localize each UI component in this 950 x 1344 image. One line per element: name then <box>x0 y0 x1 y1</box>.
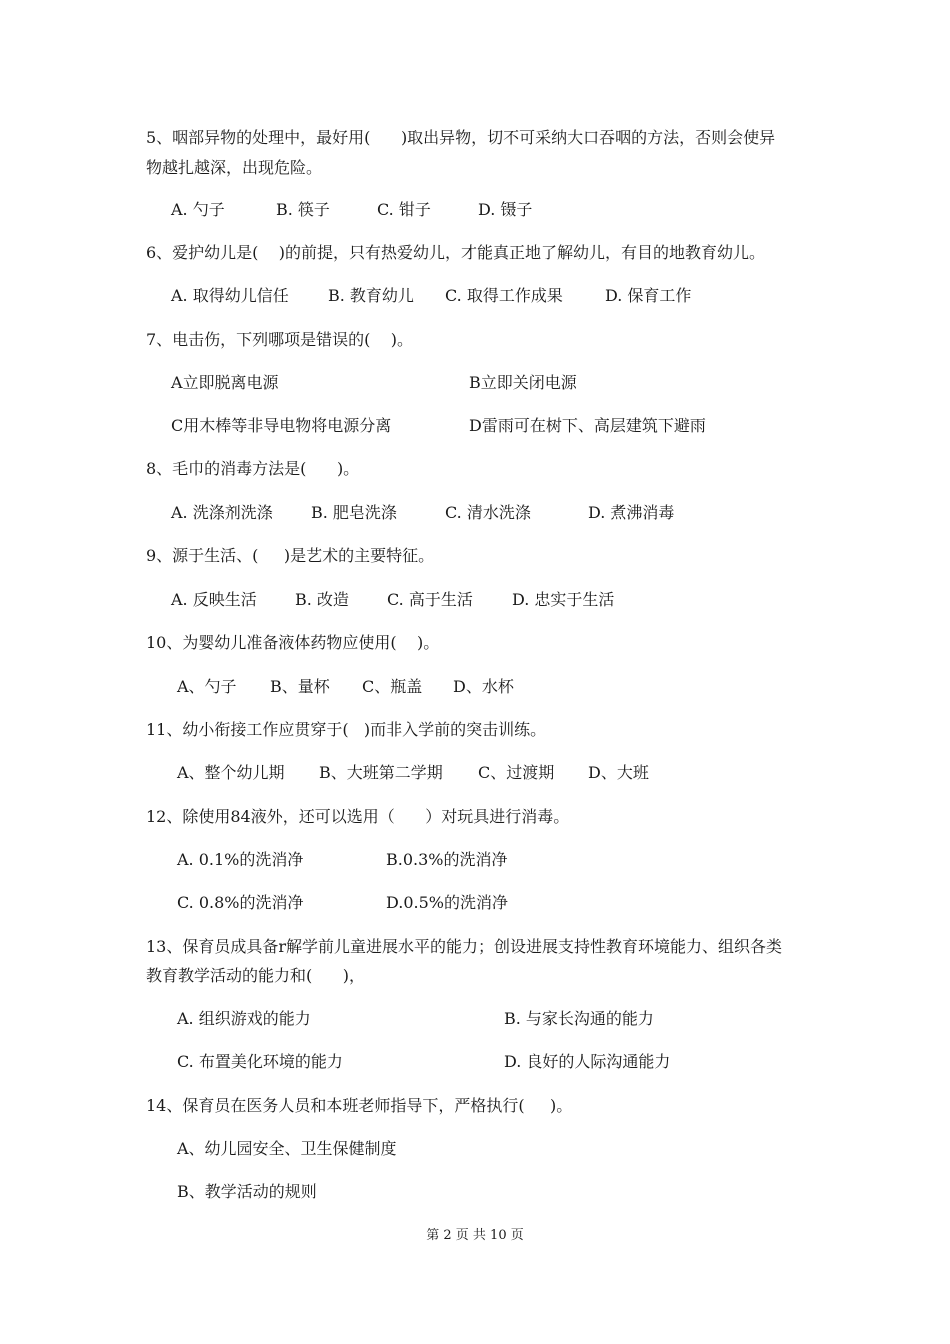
question-12-option-b: B.0.3%的洗消净 <box>386 850 508 869</box>
question-13-option-b: B. 与家长沟通的能力 <box>504 1009 654 1028</box>
question-12-stem: 12、除使用84液外，还可以选用（ ）对玩具进行消毒。 <box>146 807 570 826</box>
question-8-option-a: A. 洗涤剂洗涤 <box>171 503 273 522</box>
question-6-option-a: A. 取得幼儿信任 <box>171 286 289 305</box>
question-5-option-c: C. 钳子 <box>377 200 431 219</box>
question-7-option-c: C用木棒等非导电物将电源分离 <box>171 416 392 435</box>
question-9-stem: 9、源于生活、( )是艺术的主要特征。 <box>146 546 435 565</box>
question-13-option-c: C. 布置美化环境的能力 <box>177 1052 343 1071</box>
question-6-option-c: C. 取得工作成果 <box>445 286 563 305</box>
question-9-option-b: B. 改造 <box>295 590 349 609</box>
question-13-stem-line-1: 13、保育员成具备r解学前儿童进展水平的能力；创设进展支持性教育环境能力、组织各类 <box>146 937 783 956</box>
question-13-option-a: A. 组织游戏的能力 <box>177 1009 311 1028</box>
question-7-option-d: D雷雨可在树下、高层建筑下避雨 <box>469 416 706 435</box>
question-12-option-d: D.0.5%的洗消净 <box>386 893 508 912</box>
question-6-stem: 6、爱护幼儿是( )的前提，只有热爱幼儿，才能真正地了解幼儿，有目的地教育幼儿。 <box>146 243 766 262</box>
question-9-option-a: A. 反映生活 <box>171 590 257 609</box>
question-6-option-d: D. 保育工作 <box>605 286 692 305</box>
question-8-option-d: D. 煮沸消毒 <box>588 503 675 522</box>
question-9-option-c: C. 高于生活 <box>387 590 473 609</box>
question-6-option-b: B. 教育幼儿 <box>328 286 414 305</box>
question-11-option-b: B、大班第二学期 <box>319 763 443 782</box>
question-10-stem: 10、为婴幼儿准备液体药物应使用( )。 <box>146 633 440 652</box>
question-11-option-a: A、整个幼儿期 <box>177 763 285 782</box>
question-5-stem-line-1: 5、咽部异物的处理中，最好用( )取出异物，切不可采纳大口吞咽的方法，否则会使异 <box>146 128 776 147</box>
question-14-option-a: A、幼儿园安全、卫生保健制度 <box>177 1139 397 1158</box>
question-10-option-d: D、水杯 <box>453 677 514 696</box>
question-11-option-d: D、大班 <box>588 763 649 782</box>
question-12-option-a: A. 0.1%的洗消净 <box>177 850 304 869</box>
question-5-stem-line-2: 物越扎越深，出现危险。 <box>146 158 323 177</box>
question-8-stem: 8、毛巾的消毒方法是( )。 <box>146 459 360 478</box>
question-8-option-b: B. 肥皂洗涤 <box>311 503 397 522</box>
question-14-stem: 14、保育员在医务人员和本班老师指导下，严格执行( )。 <box>146 1096 573 1115</box>
question-5-option-b: B. 筷子 <box>276 200 330 219</box>
question-8-option-c: C. 清水洗涤 <box>445 503 531 522</box>
question-7-option-a: A立即脱离电源 <box>171 373 279 392</box>
question-13-stem-line-2: 教育教学活动的能力和( )， <box>146 966 366 985</box>
question-11-option-c: C、过渡期 <box>478 763 555 782</box>
question-7-option-b: B立即关闭电源 <box>469 373 577 392</box>
question-10-option-a: A、勺子 <box>177 677 237 696</box>
question-11-stem: 11、幼小衔接工作应贯穿于( )而非入学前的突击训练。 <box>146 720 547 739</box>
page-footer: 第 2 页 共 10 页 <box>426 1228 524 1243</box>
question-5-option-a: A. 勺子 <box>171 200 225 219</box>
question-5-option-d: D. 镊子 <box>478 200 533 219</box>
question-10-option-c: C、瓶盖 <box>362 677 423 696</box>
question-7-stem: 7、电击伤，下列哪项是错误的( )。 <box>146 330 414 349</box>
question-10-option-b: B、量杯 <box>270 677 330 696</box>
question-9-option-d: D. 忠实于生活 <box>512 590 615 609</box>
question-14-option-b: B、教学活动的规则 <box>177 1182 317 1201</box>
question-12-option-c: C. 0.8%的洗消净 <box>177 893 304 912</box>
question-13-option-d: D. 良好的人际沟通能力 <box>504 1052 671 1071</box>
